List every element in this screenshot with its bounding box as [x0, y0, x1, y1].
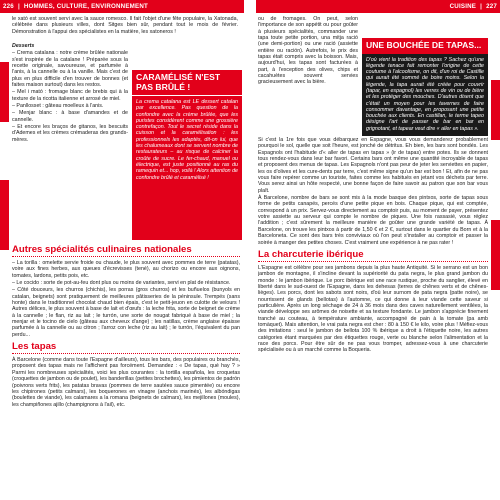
- specialty-paragraph: – Le cocido : sorte de pot-au-feu dont plus ou moins de variantes, servi en plat de résistance.: [12, 280, 231, 287]
- page-header-left: [0, 0, 244, 13]
- section-heading-tapas: Les tapas: [12, 341, 240, 354]
- intro-text: [12, 16, 238, 40]
- charcuterie-paragraph: L'Espagne est célèbre pour ses jambons depuis la plus haute Antiquité. Si le serrano est un bon jambon de montagne, il s'incline devant la supériorité du pata negra, le plus grand jambon du monde : le jambon ibérique. Le porc ibérique est une race rustique, proche du sanglier, élevé en liberté dans le sud-ouest de l'Espagne, dans les dehesas (terres de chênes verts et de chênes-lièges). Les porcs, dont les sabots sont noirs, d'où leur surnom de pata negra (patte noire), se nourrissent de glands (bellotas) à l'automne, ce qui donne à leur viande cette saveur si particulière. Après un long séchage de 24 à 36 mois dans des caves naturellement ventilées, la viande développe ses arômes de noisette et sa texture fondante. Le jambon s'apprécie finement tranché au couteau, à température ambiante, accompagné de pain à la tomate (pa amb tomàquet). Mais attention, le vrai pata negra est cher : 80 à 150 € le kilo, voire plus ! Méfiez-vous des imitations : seul le jambon de bellota 100 % ibérique a droit à l'étiquette noire, les autres catégories étant marquées par des étiquettes rouge, verte ou blanche selon l'alimentation et la race des porcs. Pour être sûr de ne pas vous tromper, adressez-vous à une charcuterie spécialisée ou à un marché comme la Boqueria.: [258, 264, 488, 354]
- pintxos-paragraph: À Barcelone, nombre de bars se sont mis à la mode basque des pintxos, sorte de tapas sous forme de petits canapés, percés d'une petite pique en bois. Chaque pique, qui est comptée, correspond à un prix. Servez-vous directement au comptoir puis, au moment de payer, présentez votre assiette au serveur qui compte le nombre de piques. Une fois rassasié, vous réglez l'addition ; c'est sûrement la meilleure manière de goûter une grande variété de tapas. À Barcelone, on trouve les pintxos à partir de 1,50 € et 2 €, surtout dans le quartier du Born et à la Barceloneta. Ce sont des bars très conviviaux où l'on peut s'installer au comptoir et passer la soirée à manger des petites choses. C'est vraiment une expérience à ne pas rater !: [258, 195, 488, 246]
- section-title-left: HOMMES, CULTURE, ENVIRONNEMENT: [23, 3, 149, 10]
- header-separator: |: [480, 3, 483, 10]
- page-number-left: 226: [3, 3, 14, 10]
- tapas-portion-paragraph: ou de fromages. On peut, selon l'importance de son appétit ou pour goûter à plusieurs spécialités, commander une tapa toute petite portion, una mitja ració (une demi-portion) ou une ració (assiette entière ou ración). Autrefois, le prix des tapas était compris avec la boisson. Mais, aujourd'hui, les tapas sont facturées à part, à l'exception des olives, chips et cacahuètes souvent servies gracieusement avec la bière.: [258, 16, 358, 86]
- dessert-item: – Crema catalana : notre crème brûlée nationale s'est inspirée de la catalane ! Préparée sous la recette originale, savoureuse, et parfumée à l'anis, à la cannelle ou à la vanille. Mais c'est de plus en plus difficile d'en trouver de bonnes (et faites maison surtout) dans les restos.: [12, 50, 128, 89]
- caramel-box-body: La crema catalana est LE dessert catalan par excellence. Pas question de la confondre avec la crème brûlée, que les puristes considèrent comme une grossière contrefaçon. Tout le secret réside dans la cuisson et la caramélisation : les professionnels les adaptés, dit-on lui, que les chalumeaux dont se servent nombre de restaurateurs – au risque de calciner la croûte de sucre. Le fer-chaud, manuel ou électrique, est juste positionné au ras du ramequin et... hop, voilà ! Alors attention de confondre brûlé et caramélisé !: [136, 99, 238, 181]
- dessert-item: – Mel i mató : fromage blanc de brebis qui à la texture de la ricotta italienne et arrosé de miel.: [12, 89, 128, 102]
- header-separator: |: [17, 3, 20, 10]
- page-gutter: [244, 0, 256, 500]
- desserts-heading: Desserts: [12, 43, 35, 49]
- dessert-item: – Et encore les braços de gitanos, les bescuits d'Ademes et les crèmes crémaderas des grands-mères.: [12, 124, 128, 143]
- page-header-right: [256, 0, 500, 13]
- tapas-box-title: UNE BOUCHÉE DE TAPAS...: [362, 38, 488, 54]
- desserts-column: [12, 41, 128, 241]
- thumb-tab: [0, 180, 9, 250]
- dessert-item: – Panllosset : gâteau moelleux à l'anis.: [12, 103, 104, 110]
- thumb-tab: [491, 80, 500, 140]
- tapas-box-body: D'où vient la tradition des tapas ? Sachez qu'une légende tenace fait remonter l'origine de cette coutume à l'alcoolisme, on dit, d'un roi de Castille qui aurait été sommé de boire moins. Selon la légende, la tapa aurait été créée pour couvrir (tapar, en espagnol) les verres de vin ou de bière et les protéger des mouches. D'autres disent que c'était un moyen pour les tavernes de faire consommer davantage, en proposant une petite bouchée aux clients. En castillan, le terme tapeo désigne l'art de passer de bar en bar en grignotant, et tapear veut dire « aller en tapas ».: [366, 56, 484, 132]
- right-main-column: [258, 137, 488, 497]
- right-top-column: [258, 16, 358, 136]
- intro-paragraph: le xató est souvent servi avec la sauce romesco. Il fait l'objet d'une fête populaire, la Xatonada, célébrée dans plusieurs villes, dont Sitges bien sûr, pendant tout le mois de février. Démonstration à l'appui des spécialistes en la matière, les xatoneros !: [12, 16, 238, 35]
- bar-etiquette-paragraph: Si c'est la 1re fois que vous débarquez en Espagne, vous vous demanderez probablement pourquoi le sol, quelle que soit l'heure, est jonché de détritus. Eh bien, les bars sont bondés. Les Espagnols ont l'habitude d'« aller de tapas en tapas » (ir de tapas) entre potes. Ils se donnent tous rendez-vous dans leur bar favori. Certains bars ont même une quantité incroyable de tapas et proposent des menus de tapas. Les Espagnols n'ont pas peur de jeter les serviettes en papier, les os d'olives et les cure-dents par terre, c'est même signe qu'un bar est bon ! Et, afin de ne pas vous faire repérer comme un touriste, faites comme les habitués en jetant vos déchets par terre. Vous serez ainsi un hôte respecté, une bonne façon de faire savoir au patron que son bar vous plaît.: [258, 137, 488, 194]
- thumb-tab: [0, 62, 9, 122]
- thumb-tab: [491, 220, 500, 290]
- specialty-paragraph: – Côté douceurs, les churros (chichis), les porras (gros churros) et les buñuelos (bunyols en catalan, beignets) sont pratiquement de meilleures pâtisseries de la péninsule. Trempés (sans honte) dans le traditionnel chocolat chaud bien épais, c'est le petit-jeuon en culotte de velours ! Autres délices, le plus souvent à base de lait et d'œufs : la leche frita, sorte de beignet de crème à la cannelle ; le flan, riz au lait ; le turrón, une sorte de nougat fabriqué à base de miel ; la menjar et le tocino de cielo (gâteau aux cheveux d'ange) ; les natillas, crème anglaise épaisse parfumée à la cannelle ou au citron ; l'arroz con leche (riz au lait) ; le turrón, l'équivalent du pan perdu...: [12, 287, 240, 338]
- section-title-right: CUISINE: [449, 3, 477, 10]
- caramel-box-title: CARAMÉLISÉ N'EST PAS BRÛLÉ !: [132, 70, 242, 96]
- specialty-paragraph: – La torilla : omelette servie froide ou chaude, le plus souvent avec pommes de terre (patatas), voire aux fines herbes, aux queues d'écrevisses (tené), au chorizo ou encore aux oignons, tomates, lardons, petits pois, etc.: [12, 260, 240, 279]
- left-lower-column: [12, 241, 240, 497]
- page-number-right: 227: [486, 3, 497, 10]
- tapas-paragraph: À Barcelone (comme dans toute l'Espagne d'ailleurs), tous les bars, des populaires ou branchés, proposent des tapas mais ne l'affichent pas forcément. Demandez : « De tapas, qué hay ? » Parmi les nombreuses spécialités, voici les plus courantes : la tortilla española, les croquetas (croquettes de jambon ou de poulet), les banderillas (petites brochettes), les pimientos de padrón (poivrons verts frits), les patatas bravas (pommes de terre sautées sauce pimentée) ou encore les chipirones (petits calmars), les boquerones en vinagre (anchois marinés), les albóndigas (boulettes de viande), les calamares a la romana (beignets de calmars), les mejillones (moules), les champiñones ajillo (champignons à l'ail), etc.: [12, 357, 240, 408]
- caramel-sidebar-box: [132, 70, 242, 240]
- section-heading-charcuterie: La charcuterie ibérique: [258, 249, 488, 262]
- tapas-history-box: [362, 38, 488, 136]
- section-heading-specialties: Autres spécialités culinaires nationales: [12, 244, 240, 257]
- dessert-item: – Menjar blanc : à base d'amandes et de cannelle.: [12, 110, 128, 123]
